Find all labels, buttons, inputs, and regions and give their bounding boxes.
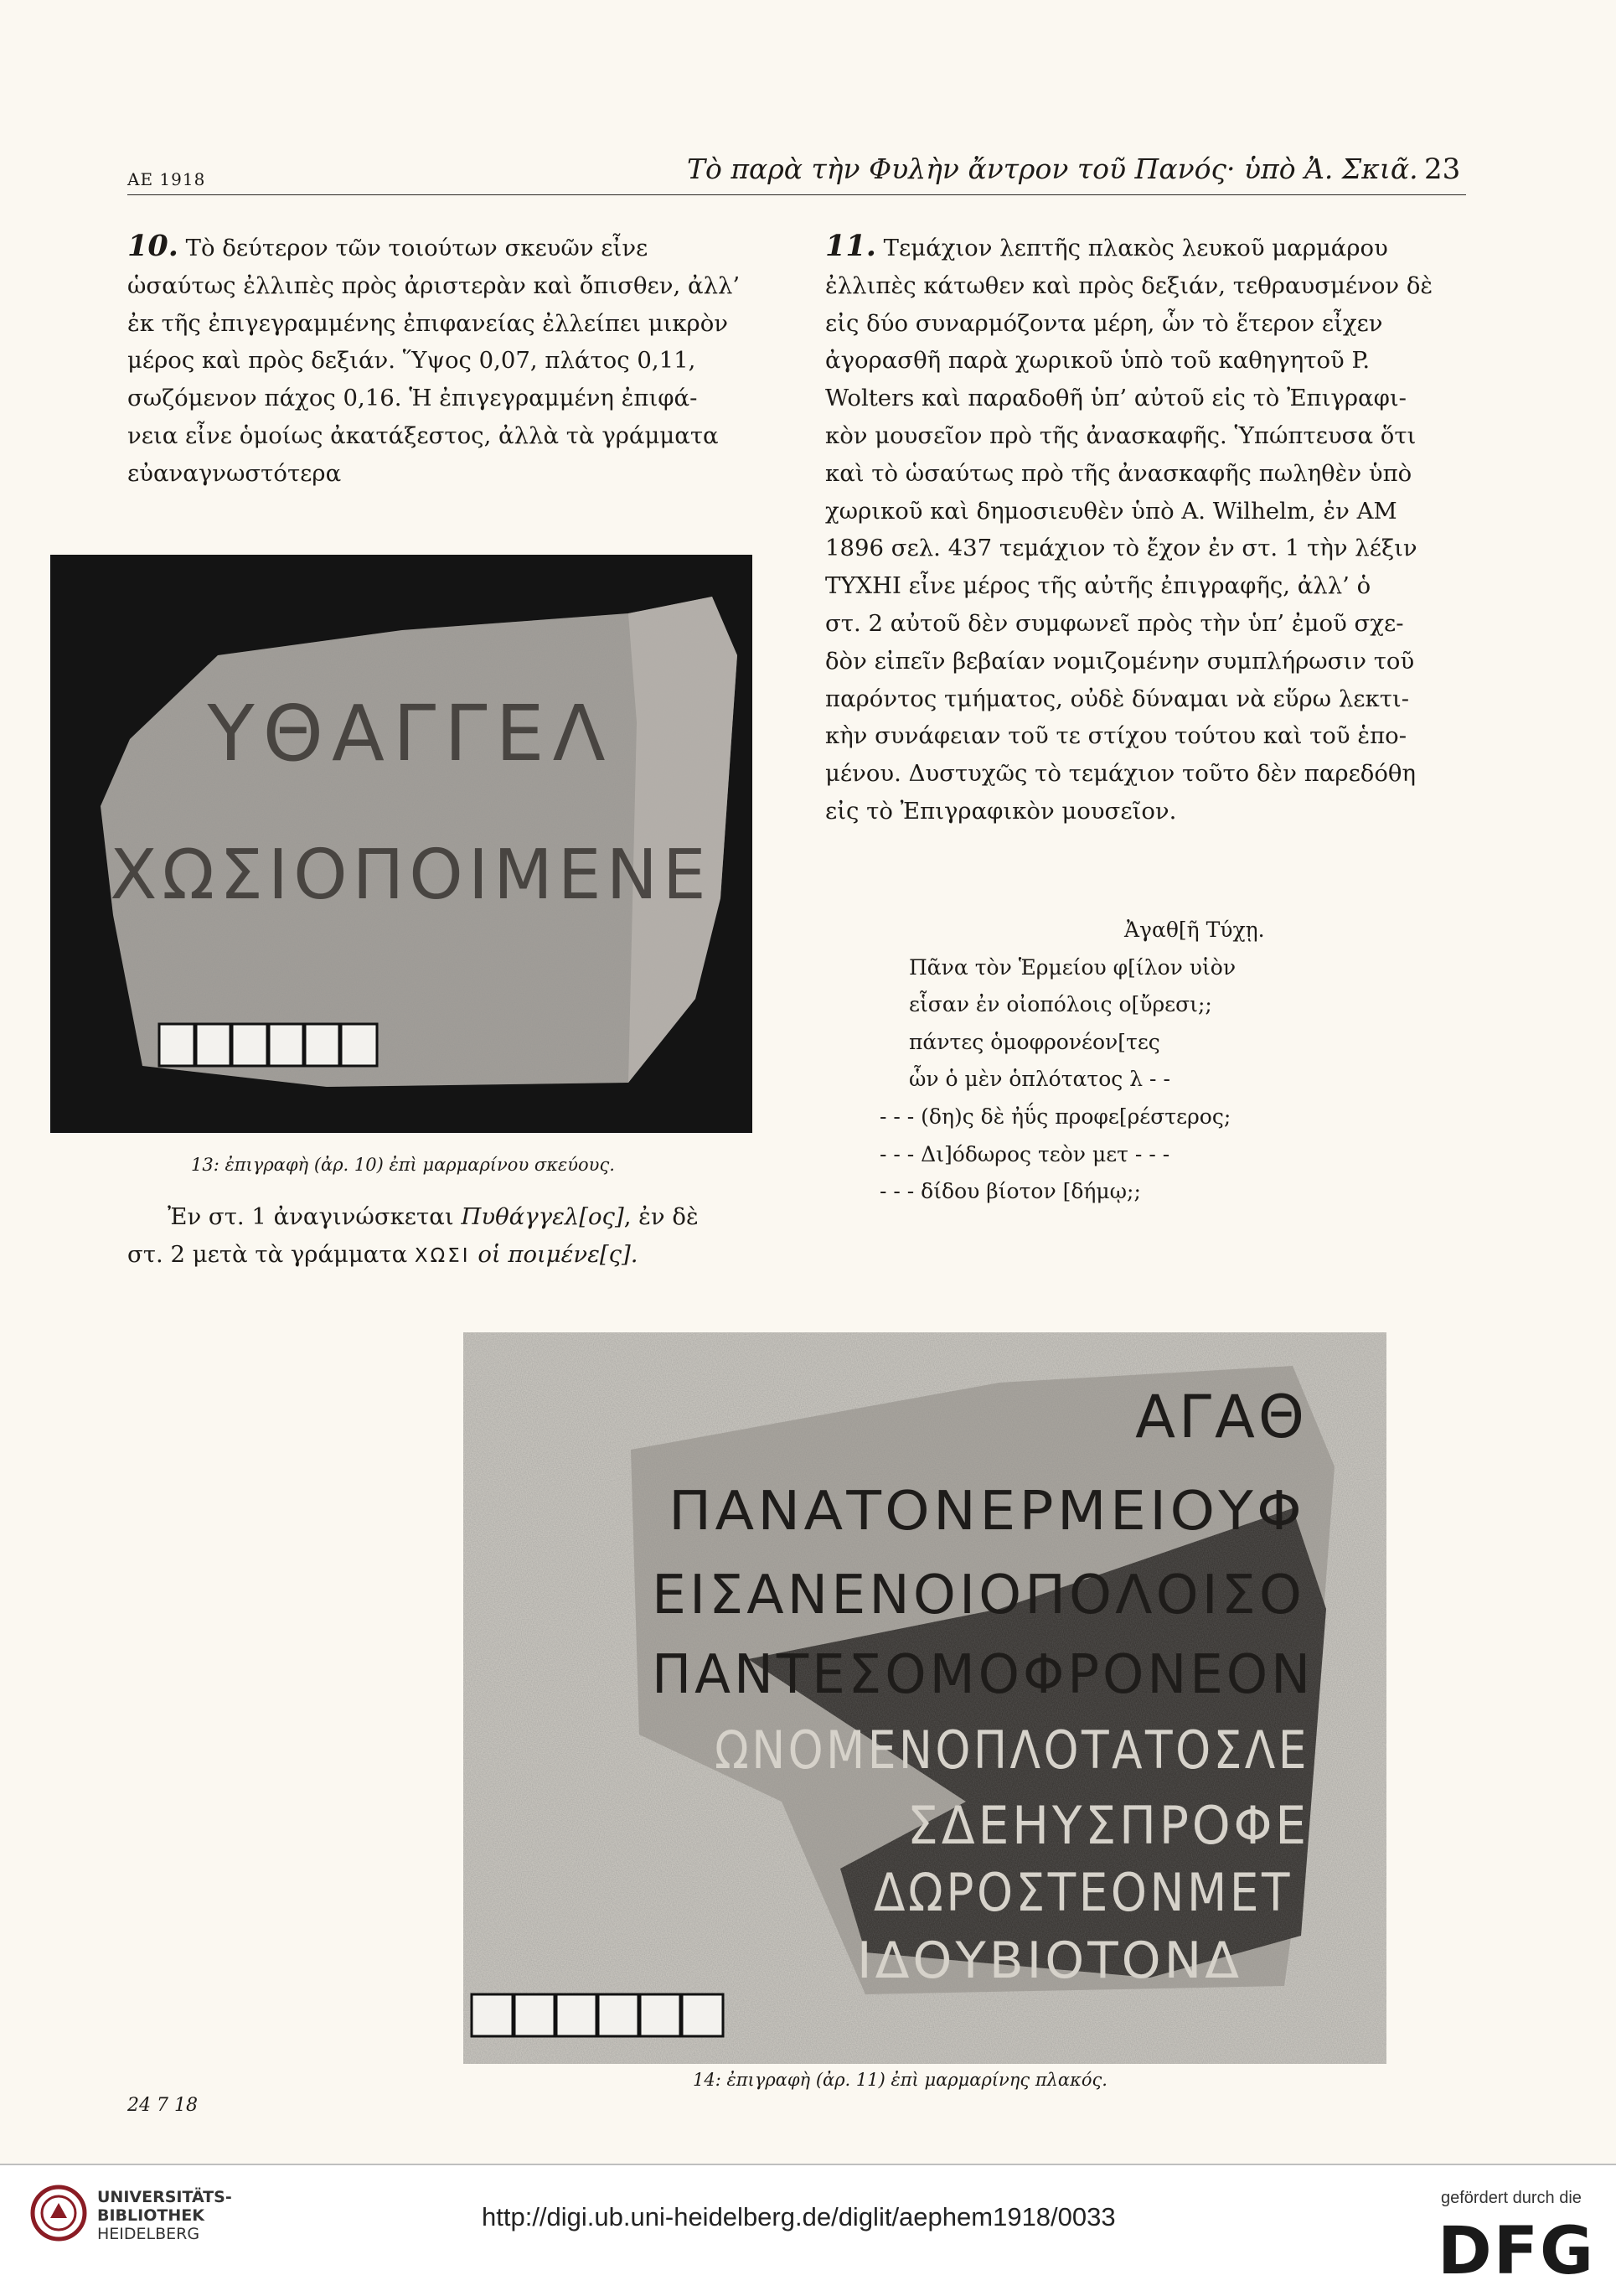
stone-14-line-1: ΠΑΝΑΤΟΝΕΡΜΕΙΟΥΦ xyxy=(669,1481,1305,1543)
right-line-6: καὶ τὸ ὡσαύτως πρὸ τῆς ἀνασκαφῆς πωληθὲν ὑπὸ xyxy=(825,459,1412,487)
stone-13-line-2: ΧΩΣΙΟΠΟΙΜΕΝΕ xyxy=(110,835,711,915)
stone-14-line-2: ΕΙΣΑΝΕΝΟΙΟΠΟΛΟΙΣΟ xyxy=(652,1564,1305,1626)
figure-13-svg xyxy=(50,555,752,1133)
left-line-4: σωζόμενον πάχος 0,16. Ἡ ἐπιγεγραμμένη ἐπιφά- xyxy=(127,385,698,412)
figure-13-photo xyxy=(50,555,752,1133)
left-after-1c: , ἐν δὲ xyxy=(623,1203,699,1230)
institution-line-1: UNIVERSITÄTS- xyxy=(97,2188,232,2206)
left-after-1b: Πυθάγγελ[ος] xyxy=(461,1203,624,1230)
header-rule xyxy=(127,194,1466,195)
page-number: 23 xyxy=(1424,153,1461,186)
stone-14-line-6: ΔΩΡΟΣΤΕΟΝΜΕΤ xyxy=(874,1862,1293,1923)
institution-line-2: BIBLIOTHEK xyxy=(97,2206,204,2225)
university-seal-icon xyxy=(30,2185,87,2242)
journal-label: ΑΕ 1918 xyxy=(127,169,206,189)
transcription-line-2: εἷσαν ἐν οἰοπόλοις ο[ὔρεσι;; xyxy=(909,992,1212,1017)
transcription-line-0: Ἀγαθ[ῆ Τύχῃ. xyxy=(1124,918,1265,942)
right-line-10: στ. 2 αὐτοῦ δὲν συμφωνεῖ πρὸς τὴν ὑπ’ ἐμοῦ σχε- xyxy=(825,609,1404,637)
right-line-0-text: Τεμάχιον λεπτῆς πλακὸς λευκοῦ μαρμάρου xyxy=(883,235,1388,261)
right-line-15: εἰς τὸ Ἐπιγραφικὸν μουσεῖον. xyxy=(825,797,1177,825)
left-after-1a: Ἐν στ. 1 ἀναγινώσκεται xyxy=(168,1203,454,1230)
right-column-text xyxy=(825,228,1466,830)
left-line-0 xyxy=(127,228,751,267)
footer-rule xyxy=(0,2164,1616,2165)
right-line-7: χωρικοῦ καὶ δημοσιευθὲν ὑπὸ A. Wilhelm, ἐν AM xyxy=(825,497,1397,525)
section-number-10: 10. xyxy=(127,229,178,263)
right-line-3: ἀγορασθῆ παρὰ χωρικοῦ ὑπὸ τοῦ καθηγητοῦ P. xyxy=(825,347,1371,375)
stone-14-line-7: ΙΔΟΥΒΙΟΤΟΝΔ xyxy=(857,1931,1242,1990)
inscription-transcription xyxy=(880,912,1445,1211)
transcription-line-4: ὧν ὁ μὲν ὁπλότατος λ - - xyxy=(909,1067,1170,1092)
stone-14-line-3: ΠΑΝΤΕΣΟΜΟΦΡΟΝΕΟΝ xyxy=(652,1644,1314,1706)
stone-14-line-5: ΣΔΕΗΥΣΠΡΟΦΕ xyxy=(907,1795,1309,1856)
left-line-0-text: Τὸ δεύτερον τῶν τοιούτων σκευῶν εἶνε xyxy=(185,235,648,261)
transcription-line-3: πάντες ὁμοφρονέον[τες xyxy=(909,1029,1160,1054)
figure-14-svg xyxy=(463,1332,1386,2064)
right-line-5: κὸν μουσεῖον πρὸ τῆς ἀνασκαφῆς. Ὑπώπτευσα ὅτι xyxy=(825,421,1417,449)
figure-14-caption: 14: ἐπιγραφὴ (ἀρ. 11) ἐπὶ μαρμαρίνης πλακός. xyxy=(693,2070,1107,2090)
section-number-11: 11. xyxy=(825,229,876,263)
figure-14-photo xyxy=(463,1332,1386,2064)
left-after-line-1 xyxy=(127,1198,751,1236)
running-title: Τὸ παρὰ τὴν Φυλὴν ἄντρον τοῦ Πανός· ὑπὸ Ἀ. Σκιᾶ. xyxy=(687,153,1418,185)
right-line-4: Wolters καὶ παραδοθῆ ὑπ’ αὐτοῦ εἰς τὸ Ἐπιγραφι- xyxy=(825,385,1407,412)
right-line-9: ΤΥΧΗΙ εἶνε μέρος τῆς αὐτῆς ἐπιγραφῆς, ἀλλ’ ὁ xyxy=(825,572,1371,600)
transcription-line-1: Πᾶνα τὸν Ἑρμείου φ[ίλον υἱὸν xyxy=(909,954,1237,980)
stone-14-line-4: ΩΝΟΜΕΝΟΠΛΟΤΑΤΟΣΛΕ xyxy=(715,1719,1309,1781)
left-line-1: ὡσαύτως ἐλλιπὲς πρὸς ἀριστερὰν καὶ ὄπισθεν, ἀλλ’ xyxy=(127,271,741,299)
left-after-2b: ΧΩΣΙ xyxy=(414,1244,471,1267)
stone-13-line-1: ΥΘΑΓΓΕΛ xyxy=(207,689,614,778)
left-line-6: εὐαναγνωστότερα xyxy=(127,459,342,487)
sponsor-text: gefördert durch die xyxy=(1441,2189,1582,2207)
stone-14-line-0: ΑΓΑΘ xyxy=(1135,1383,1308,1451)
scale-bar-13 xyxy=(159,1024,377,1066)
scale-bar-14 xyxy=(472,1994,723,2036)
left-after-text xyxy=(127,1198,751,1275)
left-after-2a: στ. 2 μετὰ τὰ γράμματα xyxy=(127,1240,408,1268)
institution-line-3: HEIDELBERG xyxy=(97,2225,200,2243)
right-line-13: κὴν συνάφειαν τοῦ τε στίχου τούτου καὶ τοῦ ἑπο- xyxy=(825,722,1407,750)
date-mark: 24 7 18 xyxy=(127,2095,198,2116)
left-line-3: μέρος καὶ πρὸς δεξιάν. Ὕψος 0,07, πλάτος 0,11, xyxy=(127,347,696,375)
right-line-12: παρόντος τμήματος, οὐδὲ δύναμαι νὰ εὕρω λεκτι- xyxy=(825,685,1409,712)
left-after-line-2 xyxy=(127,1236,751,1275)
institution-name xyxy=(97,2188,232,2243)
left-column-text xyxy=(127,228,751,493)
dfg-logo: DFG xyxy=(1438,2214,1596,2289)
right-line-11: δὸν εἰπεῖν βεβαίαν νομιζομένην συμπλήρωσιν τοῦ xyxy=(825,647,1415,675)
right-line-8: 1896 σελ. 437 τεμάχιον τὸ ἔχον ἐν στ. 1 τὴν λέξιν xyxy=(825,535,1417,562)
source-url-link[interactable]: http://digi.ub.uni-heidelberg.de/diglit/aephem1918/0033 xyxy=(482,2202,1116,2231)
transcription-line-6: - - - Δι]όδωρος τεὸν μετ - - - xyxy=(880,1141,1170,1166)
right-line-14: μένου. Δυστυχῶς τὸ τεμάχιον τοῦτο δὲν παρεδόθη xyxy=(825,760,1416,788)
left-after-2c: οἱ ποιμένε[ς]. xyxy=(478,1240,638,1268)
left-line-2: ἐκ τῆς ἐπιγεγραμμένης ἐπιφανείας ἐλλείπει μικρὸν xyxy=(127,309,728,337)
right-line-2: εἰς δύο συναρμόζοντα μέρη, ὧν τὸ ἕτερον εἶχεν xyxy=(825,309,1383,337)
transcription-line-5: - - - (δη)ς δὲ ἠΰς προφε[ρέστερος; xyxy=(880,1104,1231,1129)
left-line-5: νεια εἶνε ὁμοίως ἀκατάξεστος, ἀλλὰ τὰ γράμματα xyxy=(127,421,719,449)
figure-13-caption: 13: ἐπιγραφὴ (ἀρ. 10) ἐπὶ μαρμαρίνου σκεύους. xyxy=(191,1155,615,1175)
right-line-0 xyxy=(825,228,1466,267)
right-line-1: ἐλλιπὲς κάτωθεν καὶ πρὸς δεξιάν, τεθραυσμένον δὲ xyxy=(825,271,1433,299)
transcription-line-7: - - - δίδου βίοτον [δήμῳ;; xyxy=(880,1179,1141,1204)
